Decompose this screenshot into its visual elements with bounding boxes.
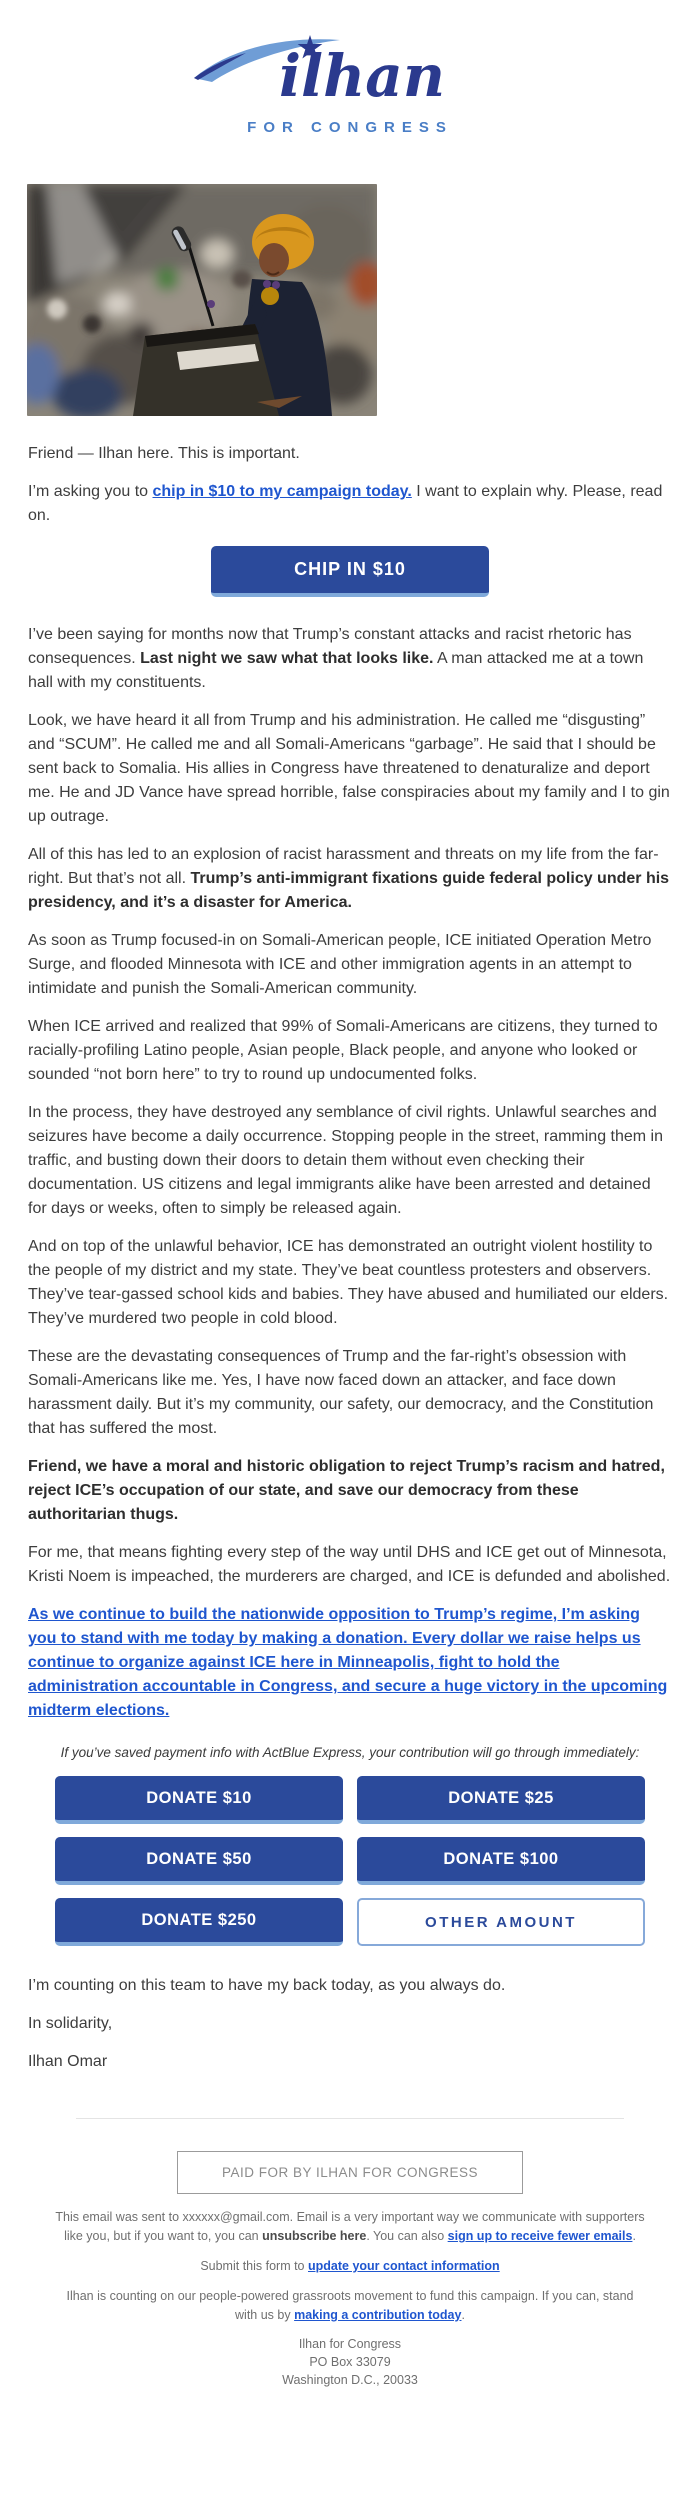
ilhan-logo-icon (190, 22, 510, 114)
text-segment: Friend, we have a moral and historic obligation to reject Trump’s racism and hatred, reject ICE’s occupation of our state, and save our democracy from these authoritarian thugs. (28, 1458, 665, 1523)
body-paragraph-3 (28, 843, 672, 915)
update-contact-line (55, 2257, 645, 2276)
text-segment: This email was sent to xxxxxx@gmail.com. Email is a very important way we communicate with supporters like you, but if you want to, you can (55, 2210, 645, 2243)
address-org: Ilhan for Congress (298, 2337, 402, 2351)
closing-line: I’m counting on this team to have my back today, as you always do. (28, 1977, 506, 1994)
body-paragraph-6 (28, 1101, 672, 1221)
body-paragraph-9 (28, 1455, 672, 1527)
inline-link[interactable]: chip in $10 to my campaign today. (152, 483, 412, 500)
address-city: Washington D.C., 20033 (282, 2373, 418, 2387)
signature: Ilhan Omar (28, 2053, 108, 2070)
rally-photo (27, 184, 377, 416)
donate-button-grid (28, 1776, 672, 1946)
text-segment: When ICE arrived and realized that 99% of Somali-Americans are citizens, they turned to racially-profiling Latino people, Asian people, Black people, and anyone who looked or sounded “not born here” to try to round up undocumented folks. (28, 1018, 658, 1083)
inline-link[interactable]: sign up to receive fewer emails (447, 2229, 633, 2243)
donate-25-button[interactable]: DONATE $25 (357, 1776, 645, 1824)
text-segment: I’ve been saying for months now that Trump’s constant attacks and racist rhetoric has consequences. (28, 626, 632, 667)
logo-wordmark: ilhan (279, 42, 445, 110)
text-segment: unsubscribe here (262, 2229, 367, 2243)
text-segment: . (632, 2229, 636, 2243)
text-segment: Trump’s anti-immigrant fixations guide federal policy under his presidency, and it’s a disaster for America. (28, 870, 670, 911)
body-paragraph-8 (28, 1345, 672, 1441)
inline-link[interactable]: making a contribution today (294, 2308, 462, 2322)
text-segment: Look, we have heard it all from Trump and his administration. He called me “disgusting” and “SCUM”. He called me and all Somali-Americans “garbage”. He said that I should be sent back to Somalia. His allies in Congress have threatened to denaturalize and deport me. He and JD Vance have spread horrible, false conspiracies about my family and I to gin up outrage. (28, 712, 670, 825)
logo-subtext: FOR CONGRESS (247, 119, 453, 136)
chip-in-button[interactable]: CHIP IN $10 (211, 546, 489, 597)
email-content (0, 442, 700, 2074)
donate-100-button[interactable]: DONATE $100 (357, 1837, 645, 1885)
inline-link[interactable]: update your contact information (308, 2259, 500, 2273)
body-paragraph-7 (28, 1235, 672, 1331)
intro-ask (28, 480, 672, 528)
actblue-express-note: If you’ve saved payment info with ActBlue Express, your contribution will go through immediately: (60, 1745, 640, 1760)
text-segment: For me, that means fighting every step of the way until DHS and ICE get out of Minnesota, Kristi Noem is impeached, the murderers are charged, and ICE is defunded and abolished. (28, 1544, 671, 1585)
cta-row (28, 546, 672, 597)
text-segment: . (461, 2308, 465, 2322)
body-paragraph-11-donation-link (28, 1603, 672, 1723)
intro-greeting: Friend — Ilhan here. This is important. (28, 445, 300, 462)
mailing-address (0, 2335, 700, 2389)
paid-for-disclaimer: PAID FOR BY ILHAN FOR CONGRESS (177, 2151, 523, 2194)
grassroots-line (55, 2287, 645, 2325)
text-segment: . You can also (366, 2229, 448, 2243)
text-segment: A man attacked me at a town hall with my constituents. (28, 650, 644, 691)
address-pobox: PO Box 33079 (309, 2355, 391, 2369)
text-segment: Submit this form to (200, 2259, 308, 2273)
text-segment: All of this has led to an explosion of racist harassment and threats on my life from the far-right. But that’s not all. (28, 846, 659, 887)
body-paragraph-1 (28, 623, 672, 695)
signoff: In solidarity, (28, 2015, 113, 2032)
text-segment: I’m asking you to (28, 483, 153, 500)
text-segment: In the process, they have destroyed any semblance of civil rights. Unlawful searches and seizures have become a daily occurrence. Stopping people in the street, ramming them in traffic, and busting down their doors to detain them without even checking their documentation. US citizens and legal immigrants alike have been arrested and detained for days or weeks, often to simply be released again. (28, 1104, 664, 1217)
text-segment: Ilhan is counting on our people-powered grassroots movement to fund this campaign. If you can, stand with us by (66, 2289, 634, 2322)
footer-divider (76, 2118, 624, 2119)
text-segment: As soon as Trump focused-in on Somali-American people, ICE initiated Operation Metro Surge, and flooded Minnesota with ICE and other immigration agents in an attempt to intimidate and punish the Somali-American community. (28, 932, 652, 997)
text-segment: Last night we saw what that looks like. (140, 650, 434, 667)
campaign-logo (0, 0, 700, 136)
other-amount-button[interactable]: OTHER AMOUNT (357, 1898, 645, 1946)
body-paragraph-10 (28, 1541, 672, 1589)
body-paragraph-2 (28, 709, 672, 829)
text-segment: I want to explain why. Please, read on. (28, 483, 663, 524)
email-info-text (55, 2208, 645, 2246)
body-paragraph-5 (28, 1015, 672, 1087)
body-paragraph-4 (28, 929, 672, 1001)
text-segment: And on top of the unlawful behavior, ICE has demonstrated an outright violent hostility to the people of my district and my state. They’ve beat countless protesters and observers. They’ve tear-gassed school kids and babies. They have abused and humiliated our elders. They’ve murdered two people in cold blood. (28, 1238, 669, 1327)
donate-250-button[interactable]: DONATE $250 (55, 1898, 343, 1946)
donate-50-button[interactable]: DONATE $50 (55, 1837, 343, 1885)
donate-10-button[interactable]: DONATE $10 (55, 1776, 343, 1824)
inline-link[interactable]: As we continue to build the nationwide opposition to Trump’s regime, I’m asking you to stand with me today by making a donation. Every dollar we raise helps us continue to organize against ICE here in Minneapolis, fight to hold the administration accountable in Congress, and secure a huge victory in the upcoming midterm elections. (28, 1606, 668, 1719)
text-segment: These are the devastating consequences of Trump and the far-right’s obsession with Somali-Americans like me. Yes, I have now faced down an attacker, and face down harassment daily. But it’s my community, our safety, our democracy, and the Constitution that has suffered the most. (28, 1348, 654, 1437)
